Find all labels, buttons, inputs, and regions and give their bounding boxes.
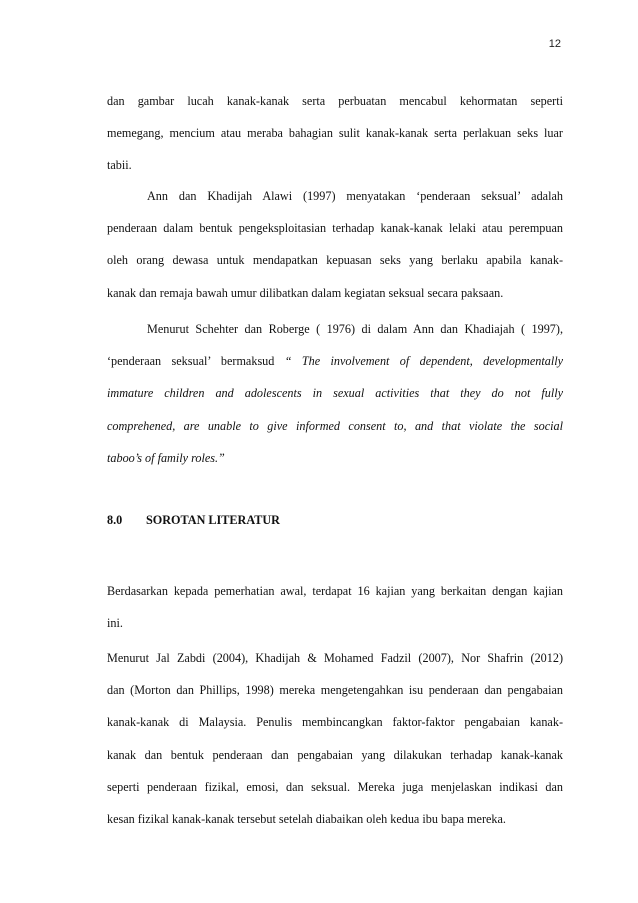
text-line: dan (Morton dan Phillips, 1998) mereka mengetengahkan isu penderaan dan pengabaian <box>107 683 563 698</box>
paragraph-definition-ann <box>107 180 563 309</box>
paragraph-overview <box>107 575 563 639</box>
text-line: ini. <box>107 616 123 631</box>
text-plain: ‘penderaan seksual’ bermaksud <box>107 354 285 369</box>
paragraph-definition-schehter <box>107 313 563 474</box>
text-line: Menurut Jal Zabdi (2004), Khadijah & Mohamed Fadzil (2007), Nor Shafrin (2012) <box>107 651 563 665</box>
paragraph-literature <box>107 642 563 835</box>
text-line: kanak-kanak di Malaysia. Penulis membincangkan faktor-faktor pengabaian kanak- <box>107 715 563 730</box>
quote-line: taboo’s of family roles.” <box>107 450 225 465</box>
section-title: SOROTAN LITERATUR <box>146 513 280 527</box>
text-line <box>107 345 563 377</box>
text-line: penderaan dalam bentuk pengeksploitasian terhadap kanak-kanak lelaki atau perempuan <box>107 221 563 236</box>
quote-italic: “ The involvement of dependent, developmentally <box>284 354 563 369</box>
text-line: oleh orang dewasa untuk mendapatkan kepuasan seks yang berlaku apabila kanak- <box>107 253 563 268</box>
section-number: 8.0 <box>107 513 123 527</box>
quote-line: comprehened, are unable to give informed consent to, and that violate the social <box>107 418 563 433</box>
text-line: seperti penderaan fizikal, emosi, dan seksual. Mereka juga menjelaskan indikasi dan <box>107 779 563 794</box>
page-number: 12 <box>548 38 561 50</box>
quote-line: immature children and adolescents in sexual activities that they do not fully <box>107 386 563 401</box>
text-line: tabii. <box>107 158 132 173</box>
text-line: kanak dan bentuk penderaan dan pengabaian yang dilakukan terhadap kanak-kanak <box>107 747 563 762</box>
text-line: kesan fizikal kanak-kanak tersebut setelah diabaikan oleh kedua ibu bapa mereka. <box>107 812 506 827</box>
text-line: Menurut Schehter dan Roberge ( 1976) di dalam Ann dan Khadiajah ( 1997), <box>147 322 563 336</box>
text-line: kanak dan remaja bawah umur dilibatkan dalam kegiatan seksual secara paksaan. <box>107 285 504 300</box>
section-heading <box>107 513 280 528</box>
text-line: dan gambar lucah kanak-kanak serta perbuatan mencabul kehormatan seperti <box>107 94 563 108</box>
text-line: memegang, mencium atau meraba bahagian sulit kanak-kanak serta perlakuan seks luar <box>107 126 563 141</box>
text-line: Berdasarkan kepada pemerhatian awal, terdapat 16 kajian yang berkaitan dengan kajian <box>107 584 563 598</box>
text-line: Ann dan Khadijah Alawi (1997) menyatakan ‘penderaan seksual’ adalah <box>147 189 563 203</box>
paragraph-continuation <box>107 85 563 182</box>
